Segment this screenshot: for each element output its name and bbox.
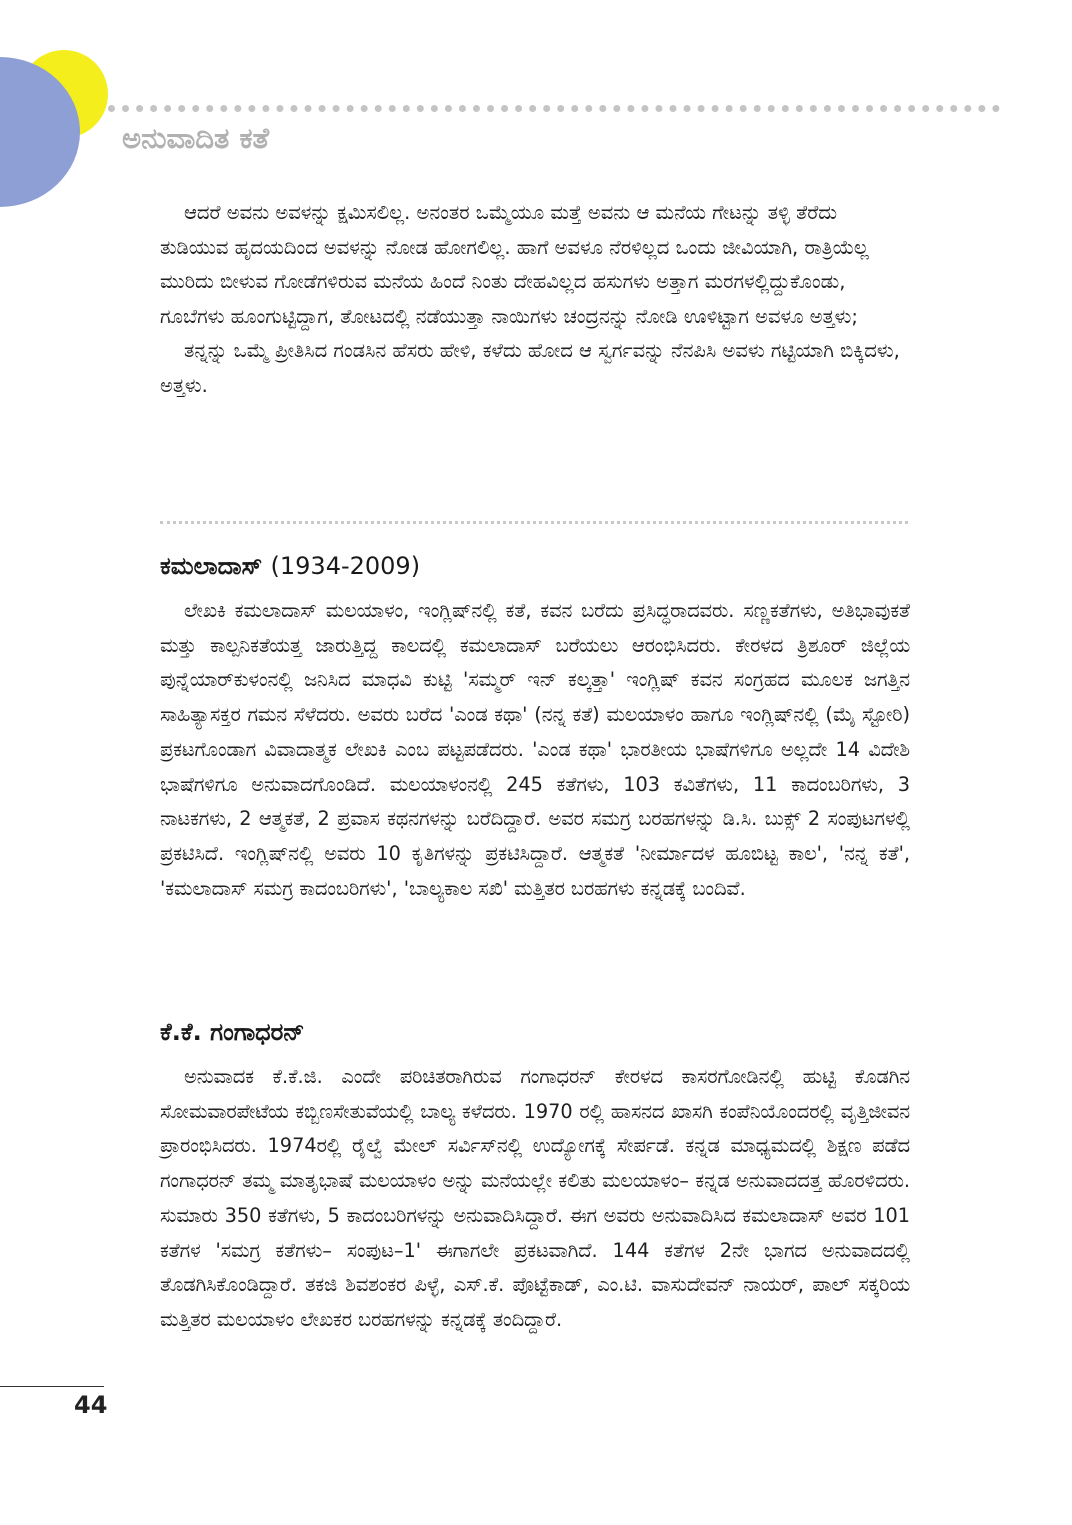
section-divider (160, 521, 908, 524)
footer-rule (0, 1386, 104, 1387)
translator-heading (160, 1018, 305, 1046)
page-number: 44 (74, 1391, 108, 1419)
story-paragraph-1: ಆದರೆ ಅವನು ಅವಳನ್ನು ಕ್ಷಮಿಸಲಿಲ್ಲ. ಅನಂತರ ಒಮ್ಮೆಯೂ ಮತ್ತೆ ಅವನು ಆ ಮನೆಯ ಗೇಟನ್ನು ತಳ್ಳಿ ತೆರೆದು ತುಡಿಯುವ ಹೃದಯದಿಂದ ಅವಳನ್ನು ನೋಡ ಹೋಗಲಿಲ್ಲ. ಹಾಗೆ ಅವಳೂ ನೆರಳಿಲ್ಲದ ಒಂದು ಜೀವಿಯಾಗಿ, ರಾತ್ರಿಯೆಲ್ಲ ಮುರಿದು ಬೀಳುವ ಗೋಡೆಗಳಿರುವ ಮನೆಯ ಹಿಂದೆ ನಿಂತು ದೇಹವಿಲ್ಲದ ಹಸುಗಳು ಅತ್ತಾಗ ಮರಗಳಲ್ಲಿದ್ದುಕೊಂಡು, ಗೂಬೆಗಳು ಹೂಂಗುಟ್ಟಿದ್ದಾಗ, ತೋಟದಲ್ಲಿ ನಡೆಯುತ್ತಾ ನಾಯಿಗಳು ಚಂದ್ರನನ್ನು ನೋಡಿ ಊಳಿಟ್ಟಾಗ ಅವಳೂ ಅತ್ತಳು; (160, 201, 869, 328)
author-name: ಕಮಲಾದಾಸ್ (160, 552, 263, 580)
author-bio: ಲೇಖಕಿ ಕಮಲಾದಾಸ್ ಮಲಯಾಳಂ, ಇಂಗ್ಲಿಷ್‌ನಲ್ಲಿ ಕತೆ, ಕವನ ಬರೆದು ಪ್ರಸಿದ್ಧರಾದವರು. ಸಣ್ಣಕತೆಗಳು, ಅತಿಭಾವುಕತೆ ಮತ್ತು ಕಾಲ್ಪನಿಕತೆಯತ್ತ ಜಾರುತ್ತಿದ್ದ ಕಾಲದಲ್ಲಿ ಕಮಲಾದಾಸ್ ಬರೆಯಲು ಆರಂಭಿಸಿದರು. ಕೇರಳದ ತ್ರಿಶೂರ್ ಜಿಲ್ಲೆಯ ಪುನ್ನೆಯಾರ್‌ಕುಳಂನಲ್ಲಿ ಜನಿಸಿದ ಮಾಧವಿ ಕುಟ್ಟಿ 'ಸಮ್ಮರ್ ಇನ್ ಕಲ್ಕತ್ತಾ' ಇಂಗ್ಲಿಷ್ ಕವನ ಸಂಗ್ರಹದ ಮೂಲಕ ಜಗತ್ತಿನ ಸಾಹಿತ್ಯಾಸಕ್ತರ ಗಮನ ಸೆಳೆದರು. ಅವರು ಬರೆದ 'ಎಂಡ ಕಥಾ' (ನನ್ನ ಕತೆ) ಮಲಯಾಳಂ ಹಾಗೂ ಇಂಗ್ಲಿಷ್‌ನಲ್ಲಿ (ಮೈ ಸ್ಟೋರಿ) ಪ್ರಕಟಗೊಂಡಾಗ ವಿವಾದಾತ್ಮಕ ಲೇಖಕಿ ಎಂಬ ಪಟ್ಟಪಡೆದರು. 'ಎಂಡ ಕಥಾ' ಭಾರತೀಯ ಭಾಷೆಗಳಿಗೂ ಅಲ್ಲದೇ 14 ವಿದೇಶಿ ಭಾಷೆಗಳಿಗೂ ಅನುವಾದಗೊಂಡಿದೆ. ಮಲಯಾಳಂನಲ್ಲಿ 245 ಕತೆಗಳು, 103 ಕವಿತೆಗಳು, 11 ಕಾದಂಬರಿಗಳು, 3 ನಾಟಕಗಳು, 2 ಆತ್ಮಕತೆ, 2 ಪ್ರವಾಸ ಕಥನಗಳನ್ನು ಬರೆದಿದ್ದಾರೆ. ಅವರ ಸಮಗ್ರ ಬರಹಗಳನ್ನು ಡಿ.ಸಿ. ಬುಕ್ಸ್ 2 ಸಂಪುಟಗಳಲ್ಲಿ ಪ್ರಕಟಿಸಿದೆ. ಇಂಗ್ಲಿಷ್‌ನಲ್ಲಿ ಅವರು 10 ಕೃತಿಗಳನ್ನು ಪ್ರಕಟಿಸಿದ್ದಾರೆ. ಆತ್ಮಕತೆ 'ನೀರ್ಮಾದಳ ಹೂಬಿಟ್ಟ ಕಾಲ', 'ನನ್ನ ಕತೆ', 'ಕಮಲಾದಾಸ್ ಸಮಗ್ರ ಕಾದಂಬರಿಗಳು', 'ಬಾಲ್ಯಕಾಲ ಸಖಿ' ಮತ್ತಿತರ ಬರಹಗಳು ಕನ್ನಡಕ್ಕೆ ಬಂದಿವೆ. (160, 599, 910, 900)
story-paragraph-2: ತನ್ನನ್ನು ಒಮ್ಮೆ ಪ್ರೀತಿಸಿದ ಗಂಡಸಿನ ಹೆಸರು ಹೇಳಿ, ಕಳೆದು ಹೋದ ಆ ಸ್ವರ್ಗವನ್ನು ನೆನಪಿಸಿ ಅವಳು ಗಟ್ಟಿಯಾಗಿ ಬಿಕ್ಕಿದಳು, ಅತ್ತಳು. (160, 339, 900, 397)
translator-name: ಕೆ.ಕೆ. ಗಂಗಾಧರನ್ (160, 1018, 305, 1046)
author-heading (160, 552, 420, 580)
author-years: (1934-2009) (270, 552, 421, 580)
section-title: ಅನುವಾದಿತ ಕತೆ (122, 121, 270, 155)
translator-bio: ಅನುವಾದಕ ಕೆ.ಕೆ.ಜಿ. ಎಂದೇ ಪರಿಚಿತರಾಗಿರುವ ಗಂಗಾಧರನ್ ಕೇರಳದ ಕಾಸರಗೋಡಿನಲ್ಲಿ ಹುಟ್ಟಿ ಕೊಡಗಿನ ಸೋಮವಾರಪೇಟೆಯ ಕಬ್ಬಿಣಸೇತುವೆಯಲ್ಲಿ ಬಾಲ್ಯ ಕಳೆದರು. 1970 ರಲ್ಲಿ ಹಾಸನದ ಖಾಸಗಿ ಕಂಪೆನಿಯೊಂದರಲ್ಲಿ ವೃತ್ತಿಜೀವನ ಪ್ರಾರಂಭಿಸಿದರು. 1974ರಲ್ಲಿ ರೈಲ್ವೆ ಮೇಲ್ ಸರ್ವಿಸ್‌ನಲ್ಲಿ ಉದ್ಯೋಗಕ್ಕೆ ಸೇರ್ಪಡೆ. ಕನ್ನಡ ಮಾಧ್ಯಮದಲ್ಲಿ ಶಿಕ್ಷಣ ಪಡೆದ ಗಂಗಾಧರನ್ ತಮ್ಮ ಮಾತೃಭಾಷೆ ಮಲಯಾಳಂ ಅನ್ನು ಮನೆಯಲ್ಲೇ ಕಲಿತು ಮಲಯಾಳಂ– ಕನ್ನಡ ಅನುವಾದದತ್ತ ಹೊರಳಿದರು. ಸುಮಾರು 350 ಕತೆಗಳು, 5 ಕಾದಂಬರಿಗಳನ್ನು ಅನುವಾದಿಸಿದ್ದಾರೆ. ಈಗ ಅವರು ಅನುವಾದಿಸಿದ ಕಮಲಾದಾಸ್ ಅವರ 101 ಕತೆಗಳ 'ಸಮಗ್ರ ಕತೆಗಳು– ಸಂಪುಟ–1' ಈಗಾಗಲೇ ಪ್ರಕಟವಾಗಿದೆ. 144 ಕತೆಗಳ 2ನೇ ಭಾಗದ ಅನುವಾದದಲ್ಲಿ ತೊಡಗಿಸಿಕೊಂಡಿದ್ದಾರೆ. ತಕಜಿ ಶಿವಶಂಕರ ಪಿಳ್ಳೆ, ಎಸ್.ಕೆ. ಪೊಟ್ಟೆಕಾಡ್, ಎಂ.ಟಿ. ವಾಸುದೇವನ್ ನಾಯರ್, ಪಾಲ್ ಸಕ್ಕರಿಯ ಮತ್ತಿತರ ಮಲಯಾಳಂ ಲೇಖಕರ ಬರಹಗಳನ್ನು ಕನ್ನಡಕ್ಕೆ ತಂದಿದ್ದಾರೆ. (160, 1065, 910, 1331)
header-dotted-rule (108, 105, 1000, 112)
story-excerpt (160, 196, 910, 403)
